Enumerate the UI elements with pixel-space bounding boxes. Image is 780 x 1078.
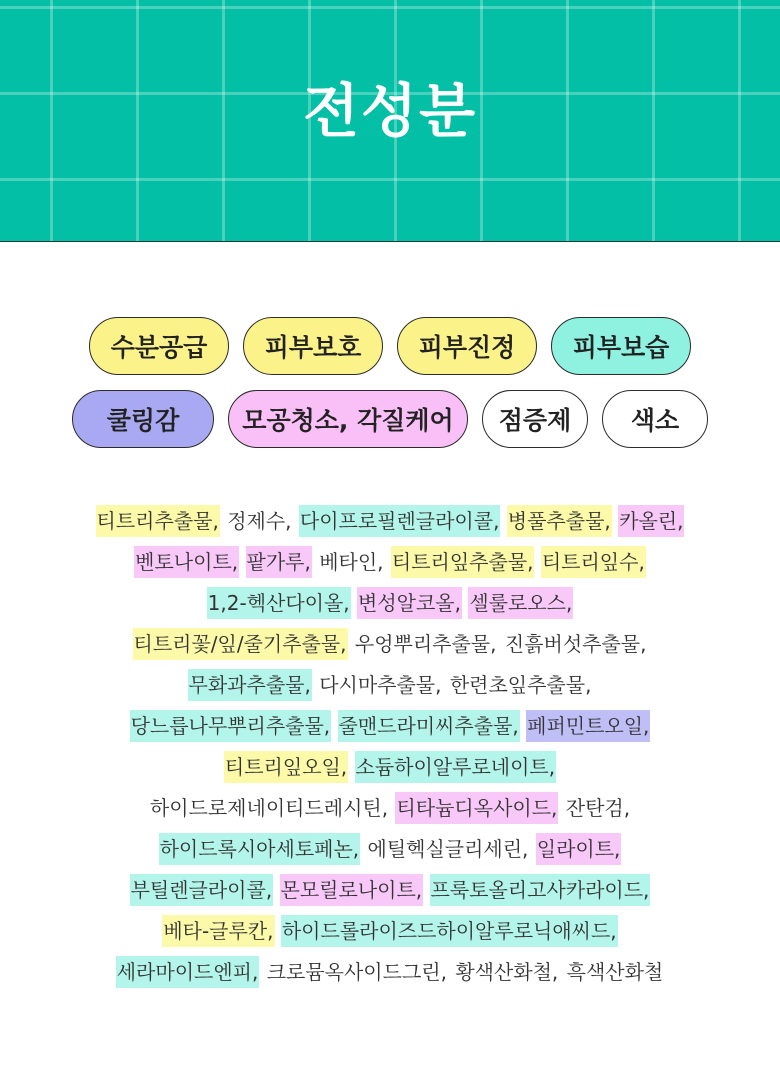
ingredient: 베타인, bbox=[319, 550, 384, 574]
benefit-tag: 피부보호 bbox=[243, 317, 383, 375]
ingredient-line bbox=[0, 870, 780, 911]
ingredient: 다시마추출물, bbox=[319, 673, 442, 697]
ingredient-line bbox=[0, 747, 780, 788]
ingredient: 우엉뿌리추출물, bbox=[354, 632, 497, 656]
ingredient: 팥가루, bbox=[246, 546, 312, 578]
ingredient: 일라이트, bbox=[536, 833, 622, 865]
ingredient: 티트리추출물, bbox=[96, 505, 220, 537]
ingredient: 부틸렌글라이콜, bbox=[130, 874, 274, 906]
ingredient: 페퍼민트오일, bbox=[526, 710, 650, 742]
ingredient: 다이프로필렌글라이콜, bbox=[299, 505, 501, 537]
tag-row bbox=[0, 317, 780, 375]
ingredient: 티타늄디옥사이드, bbox=[395, 792, 558, 824]
ingredient: 진흙버섯추출물, bbox=[504, 632, 647, 656]
ingredient: 정제수, bbox=[227, 509, 292, 533]
benefit-tag: 쿨링감 bbox=[72, 390, 214, 448]
ingredient: 무화과추출물, bbox=[188, 669, 312, 701]
ingredient: 하이드록시아세토페논, bbox=[159, 833, 361, 865]
ingredient: 벤토나이트, bbox=[134, 546, 239, 578]
ingredient-line bbox=[0, 542, 780, 583]
ingredient-line bbox=[0, 706, 780, 747]
ingredient: 줄맨드라미씨추출물, bbox=[338, 710, 520, 742]
ingredient: 변성알코올, bbox=[357, 587, 462, 619]
ingredient-line bbox=[0, 624, 780, 665]
benefit-tag: 색소 bbox=[602, 390, 708, 448]
ingredient-line bbox=[0, 501, 780, 542]
ingredient-list bbox=[0, 501, 780, 993]
ingredient: 하이드롤라이즈드하이알루로닉애씨드, bbox=[281, 915, 618, 947]
ingredient: 세라마이드엔피, bbox=[116, 956, 260, 988]
ingredient: 하이드로제네이티드레시틴, bbox=[149, 796, 389, 820]
page-title: 전성분 bbox=[302, 77, 478, 145]
ingredient: 티트리꽃/잎/줄기추출물, bbox=[133, 628, 348, 660]
ingredient-line bbox=[0, 583, 780, 624]
ingredient: 베타-글루칸, bbox=[162, 915, 274, 947]
ingredient-line bbox=[0, 665, 780, 706]
ingredient-line bbox=[0, 952, 780, 993]
ingredient: 1,2-헥산다이올, bbox=[207, 587, 351, 619]
ingredient: 티트리잎수, bbox=[541, 546, 646, 578]
ingredient: 크로뮴옥사이드그린, bbox=[266, 960, 447, 984]
ingredient: 티트리잎오일, bbox=[224, 751, 348, 783]
ingredient: 프룩토올리고사카라이드, bbox=[430, 874, 651, 906]
ingredient: 셀룰로오스, bbox=[468, 587, 573, 619]
tag-row bbox=[0, 390, 780, 448]
ingredient-line bbox=[0, 788, 780, 829]
ingredient: 잔탄검, bbox=[565, 796, 631, 820]
ingredient: 티트리잎추출물, bbox=[391, 546, 535, 578]
benefit-tag: 점증제 bbox=[482, 390, 588, 448]
benefit-tag: 모공청소, 각질케어 bbox=[228, 390, 468, 448]
benefit-tag: 피부진정 bbox=[397, 317, 537, 375]
ingredient: 황색산화철, bbox=[455, 960, 559, 984]
ingredient: 당느릅나무뿌리추출물, bbox=[130, 710, 332, 742]
ingredient-line bbox=[0, 911, 780, 952]
ingredient: 한련초잎추출물, bbox=[449, 673, 592, 697]
benefit-tag: 피부보습 bbox=[551, 317, 691, 375]
header-banner bbox=[0, 0, 780, 242]
benefit-tag: 수분공급 bbox=[89, 317, 229, 375]
ingredient: 몬모릴로나이트, bbox=[280, 874, 424, 906]
ingredient-line bbox=[0, 829, 780, 870]
benefit-tags bbox=[0, 317, 780, 463]
ingredient: 소듐하이알루로네이트, bbox=[355, 751, 557, 783]
ingredient: 카올린, bbox=[618, 505, 684, 537]
ingredient: 병풀추출물, bbox=[507, 505, 612, 537]
ingredient: 흑색산화철 bbox=[566, 960, 664, 984]
ingredient: 에틸헥실글리세린, bbox=[367, 837, 529, 861]
